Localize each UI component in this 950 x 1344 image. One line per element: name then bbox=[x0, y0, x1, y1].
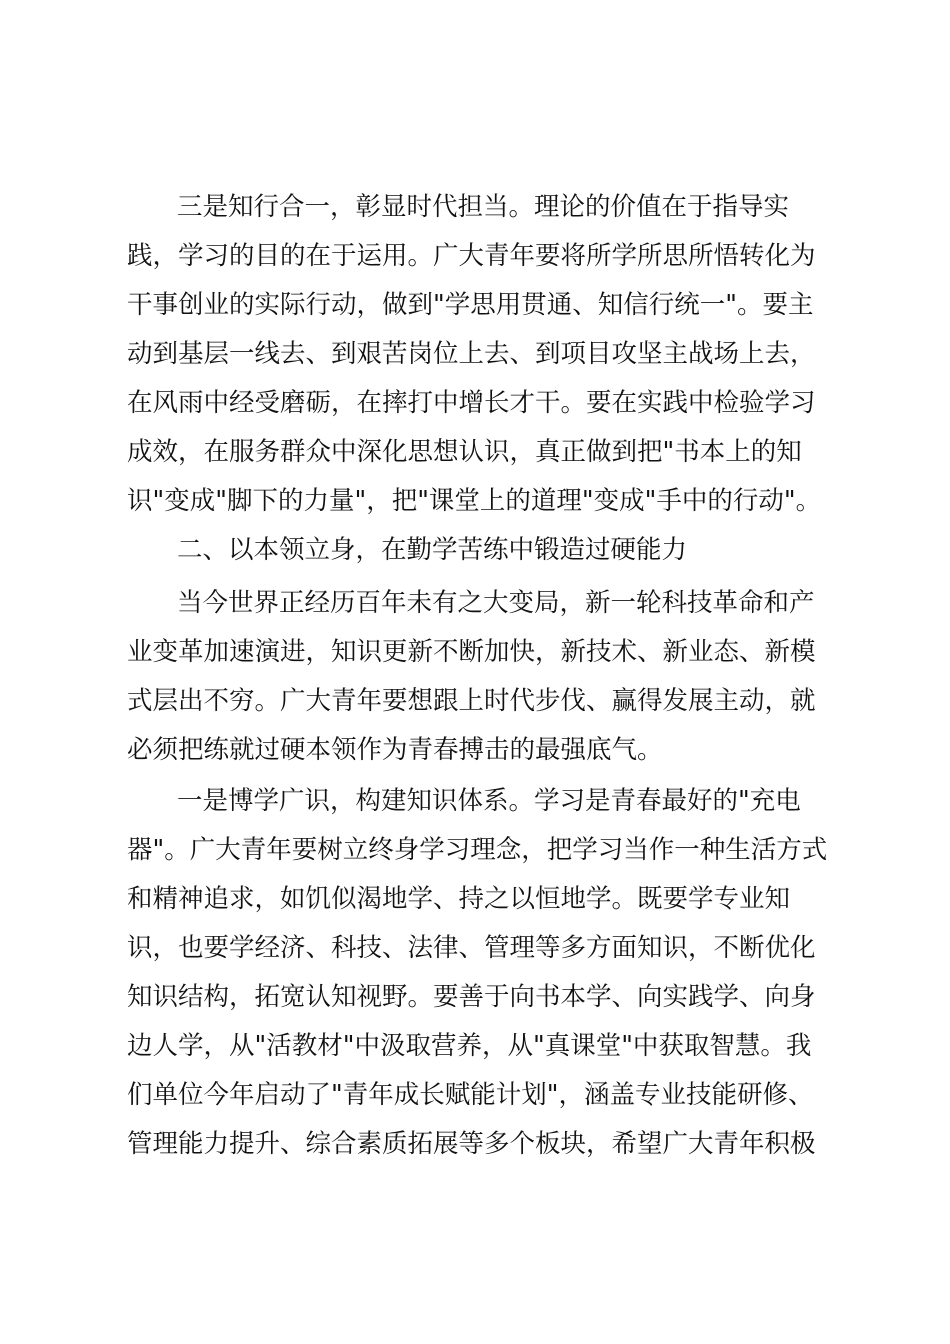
paragraph-line: 践，学习的目的在于运用。广大青年要将所学所思所悟转化为 bbox=[127, 241, 816, 271]
paragraph-line: 干事创业的实际行动，做到"学思用贯通、知信行统一"。要主 bbox=[127, 290, 814, 320]
paragraph-line: 动到基层一线去、到艰苦岗位上去、到项目攻坚主战场上去， bbox=[127, 339, 816, 369]
paragraph-line: 式层出不穷。广大青年要想跟上时代步伐、赢得发展主动，就 bbox=[127, 686, 816, 716]
paragraph-line: 三是知行合一，彰显时代担当。理论的价值在于指导实 bbox=[177, 192, 790, 222]
paragraph-line: 成效，在服务群众中深化思想认识，真正做到把"书本上的知 bbox=[127, 437, 802, 467]
paragraph-line: 在风雨中经受磨砺，在摔打中增长才干。要在实践中检验学习 bbox=[127, 388, 816, 418]
paragraph-line: 边人学，从"活教材"中汲取营养，从"真课堂"中获取智慧。我 bbox=[127, 1031, 812, 1061]
paragraph-line: 识"变成"脚下的力量"，把"课堂上的道理"变成"手中的行动"。 bbox=[127, 486, 822, 516]
paragraph-line: 必须把练就过硬本领作为青春搏击的最强底气。 bbox=[127, 735, 663, 765]
paragraph-line: 和精神追求，如饥似渴地学、持之以恒地学。既要学专业知 bbox=[127, 884, 791, 914]
paragraph-line: 管理能力提升、综合素质拓展等多个板块，希望广大青年积极 bbox=[127, 1129, 816, 1159]
paragraph-line: 业变革加速演进，知识更新不断加快，新技术、新业态、新模 bbox=[127, 637, 816, 667]
paragraph-line: 知识结构，拓宽认知视野。要善于向书本学、向实践学、向身 bbox=[127, 982, 816, 1012]
paragraph-line: 们单位今年启动了"青年成长赋能计划"，涵盖专业技能研修、 bbox=[127, 1080, 814, 1110]
paragraph-line: 当今世界正经历百年未有之大变局，新一轮科技革命和产 bbox=[177, 588, 815, 618]
paragraph-line: 器"。广大青年要树立终身学习理念，把学习当作一种生活方式 bbox=[127, 835, 828, 865]
paragraph-line: 识，也要学经济、科技、法律、管理等多方面知识，不断优化 bbox=[127, 933, 816, 963]
paragraph-line: 一是博学广识，构建知识体系。学习是青春最好的"充电 bbox=[177, 786, 801, 816]
section-heading: 二、以本领立身，在勤学苦练中锻造过硬能力 bbox=[177, 535, 688, 565]
